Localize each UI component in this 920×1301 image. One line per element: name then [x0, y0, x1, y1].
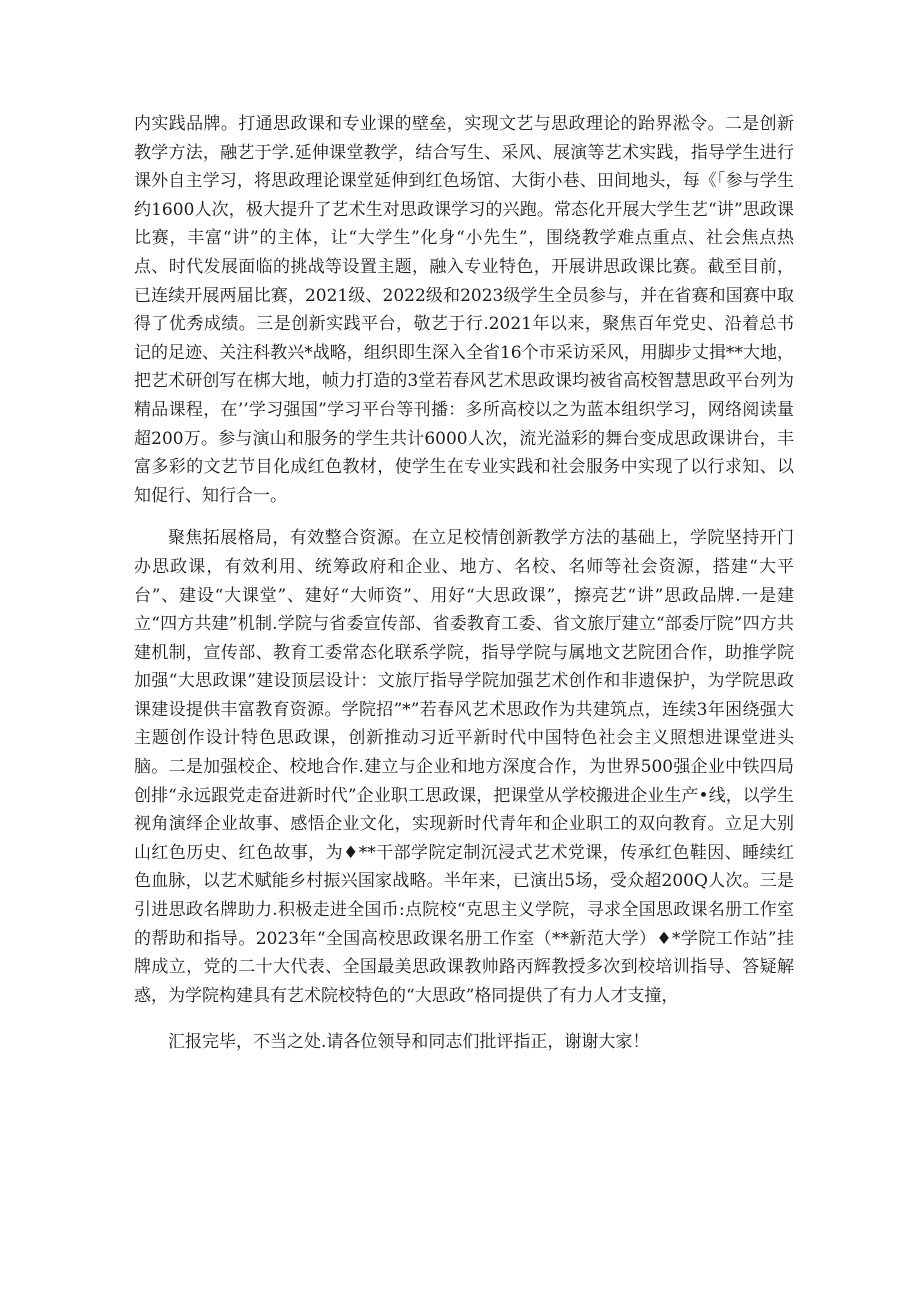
document-page — [134, 110, 794, 1057]
paragraph-practice-platform: 内实践品牌。打通思政课和专业课的壁垒，实现文艺与思政理论的跆界淞令。二是创新教学方法，融艺于学.延伸课堂教学，结合写生、采风、展演等艺术实践，指导学生进行课外自主学习，将思政理论课堂延伸到红色场馆、大街小巷、田间地头，每《「参与学生约1600人次，极大提升了艺术生对思政课学习的兴跑。常态化开展大学生艺“讲”思政课比赛，丰富“讲”的主体，让“大学生”化身“小先生”，围绕教学难点重点、社会焦点热点、时代发展面临的挑战等设置主题，融入专业特色，开展讲思政课比赛。截至目前，已连续开展两届比赛，2021级、2022级和2023级学生全员参与，并在省赛和国赛中取得了优秀成绩。三是创新实践平台，敬艺于行.2021年以来，聚焦百年党史、沿着总书记的足迹、关注科教兴*战略，组织即生深入全省16个市采访采风，用脚步丈揖**大地，把艺术研创写在梆大地，帧力打造的3堂若春风艺术思政课均被省高校智慧思政平台列为精品课程，在’’学习强国”学习平台等刊播：多所高校以之为蓝本组织学习，网络阅读量超200万。参与演山和服务的学生共计6000人次，流光溢彩的舞台变成思政课讲台，丰富多彩的文艺节目化成红色教材，使学生在专业实践和社会服务中实现了以行求知、以知促行、知行合一。 — [134, 114, 794, 506]
paragraph-closing: 汇报完毕，不当之处.请各位领导和同志们批评指正，谢谢大家！ — [168, 1032, 650, 1053]
paragraph-resource-integration: 聚焦拓展格局，有效整合资源。在立足校情创新教学方法的基础上，学院坚持开门办思政课，有效利用、统筹政府和企业、地方、名校、名师等社会资源，搭建“大平台”、建设“大课堂”、建好“大师资”、用好“大思政课”，擦亮艺“讲”思政品牌.一是建立“四方共建”机制.学院与省委宣传部、省委教育工委、省文旅厅建立“部委厅院”四方共建机制，宣传部、教育工委常态化联系学院，指导学院与属地文艺院团合作，助推学院加强“大思政课”建设顶层设计：文旅厅指导学院加强艺术创作和非遗保护，为学院思政课建设提供丰富教育资源。学院招”*”若春风艺术思政作为共建筑点，连续3年困绕强大主题创作设计特色思政课，创新推动习近平新时代中国特色社会主义照想进课堂进头脑。二是加强校企、校地合作.建立与企业和地方深度合作，为世界500强企业中铁四局创排“永远跟党走奋进新时代”企业职工思政课，把课堂从学校搬进企业生产•线，以学生视角演绎企业故事、感悟企业文化，实现新时代青年和企业职工的双向教育。立足大别山红色历史、红色故事，为♦**干部学院定制沉浸式艺术党课，传承红色鞋因、睡续红色血脉，以艺术赋能乡村振兴国家战略。半年来，已演出5场，受众超200Q人次。三是引进思政名牌助力.积极走进全国币:点院校“克思主义学院，寻求全国思政课名册工作室的帮助和指导。2023年“全国高校思政课名册工作室（**新范大学）♦*学院工作站”挂牌成立，党的二十大代表、全国最美思政课教帅路丙辉教授多次到校培训指导、答疑解惑，为学院构建具有艺术院校特色的“大思政”格同提供了有力人才支撞， — [134, 528, 794, 1006]
